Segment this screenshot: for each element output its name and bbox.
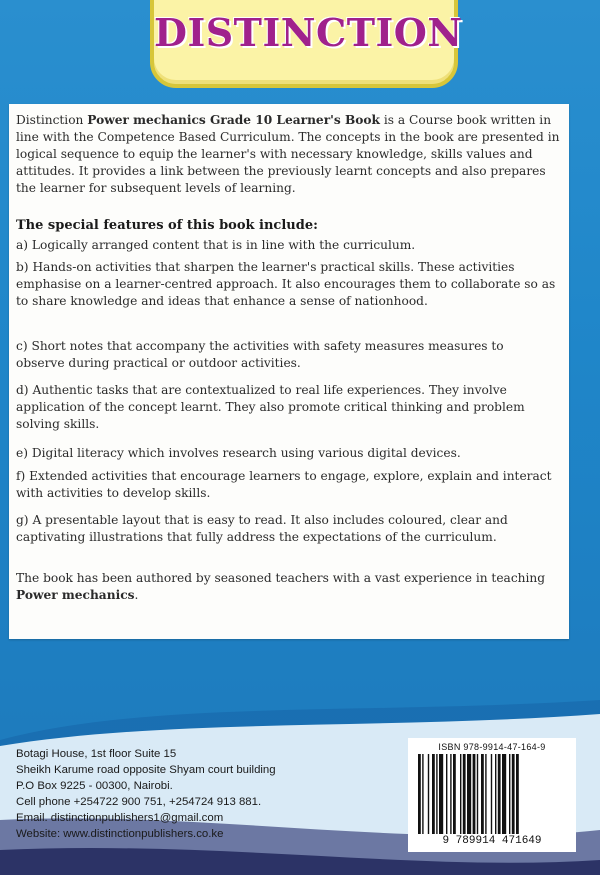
description-panel <box>9 104 569 639</box>
feature-label: b) <box>16 260 33 274</box>
closing-end: . <box>134 588 139 602</box>
publisher-logo-panel <box>150 0 463 88</box>
email-line: Email. distinctionpublishers1@gmail.com <box>16 812 224 824</box>
feature-text: Extended activities that encourage learners to engage, explore, explain and interact with activities to develop skills. <box>16 469 552 500</box>
feature-item-b <box>16 259 556 310</box>
closing-subject: Power mechanics <box>16 588 135 602</box>
feature-label: a) <box>16 238 32 252</box>
publisher-logo-text: DISTINCTION <box>154 10 463 55</box>
publisher-contact-block <box>16 746 406 842</box>
feature-text: Digital literacy which involves research using various digital devices. <box>31 446 461 460</box>
feature-text: Logically arranged content that is in line with the curriculum. <box>31 238 416 252</box>
feature-item-c <box>16 338 556 372</box>
feature-text: Authentic tasks that are contextualized to real life experiences. They involve application of the concept learnt. They also promote critical thinking and problem solving skills. <box>16 383 525 431</box>
closing-text: The book has been authored by seasoned teachers with a vast experience in teaching <box>16 571 546 585</box>
phone-line: Cell phone +254722 900 751, +254724 913 881. <box>16 796 262 808</box>
address-line: Botagi House, 1st floor Suite 15 <box>16 748 177 760</box>
feature-label: c) <box>16 339 32 353</box>
book-title: Power mechanics Grade 10 Learner's Book <box>87 113 380 127</box>
blurb-intro: Distinction <box>16 113 88 127</box>
po-box-line: P.O Box 9225 - 00300, Nairobi. <box>16 780 173 792</box>
book-description <box>16 112 562 197</box>
feature-text: Hands-on activities that sharpen the learner's practical skills. These activities emphasise on a learner-centred approach. It also encourages them to collaborate so as to share knowledge and ideas that enhance a sense of nationhood. <box>16 260 556 308</box>
barcode-bars-icon <box>418 754 566 834</box>
blurb-body: is a Course book written in line with the Competence Based Curriculum. The concepts in the book are presented in logical sequence to equip the learner's with necessary knowledge, skills values and attitudes. It provides a link between the previously learnt concepts and also prepares the learner for subsequent levels of learning. <box>16 113 560 195</box>
feature-item-a <box>16 237 556 254</box>
feature-text: Short notes that accompany the activities with safety measures measures to observe during practical or outdoor activities. <box>16 339 504 370</box>
closing-statement <box>16 570 556 604</box>
feature-item-d <box>16 382 556 433</box>
feature-text: A presentable layout that is easy to read. It also includes coloured, clear and captivating illustrations that fully address the expectations of the curriculum. <box>16 513 508 544</box>
feature-label: g) <box>16 513 33 527</box>
isbn-barcode <box>408 738 576 852</box>
feature-item-e <box>16 445 556 462</box>
feature-label: e) <box>16 446 32 460</box>
features-heading: The special features of this book include: <box>16 218 318 233</box>
feature-item-f <box>16 468 556 502</box>
address-line: Sheikh Karume road opposite Shyam court building <box>16 764 276 776</box>
website-line: Website: www.distinctionpublishers.co.ke <box>16 828 224 840</box>
feature-item-g <box>16 512 556 546</box>
feature-label: d) <box>16 383 33 397</box>
feature-label: f) <box>16 469 30 483</box>
isbn-number: ISBN 978-9914-47-164-9 <box>438 742 546 752</box>
barcode-digits: 9 789914 471649 <box>442 835 542 847</box>
